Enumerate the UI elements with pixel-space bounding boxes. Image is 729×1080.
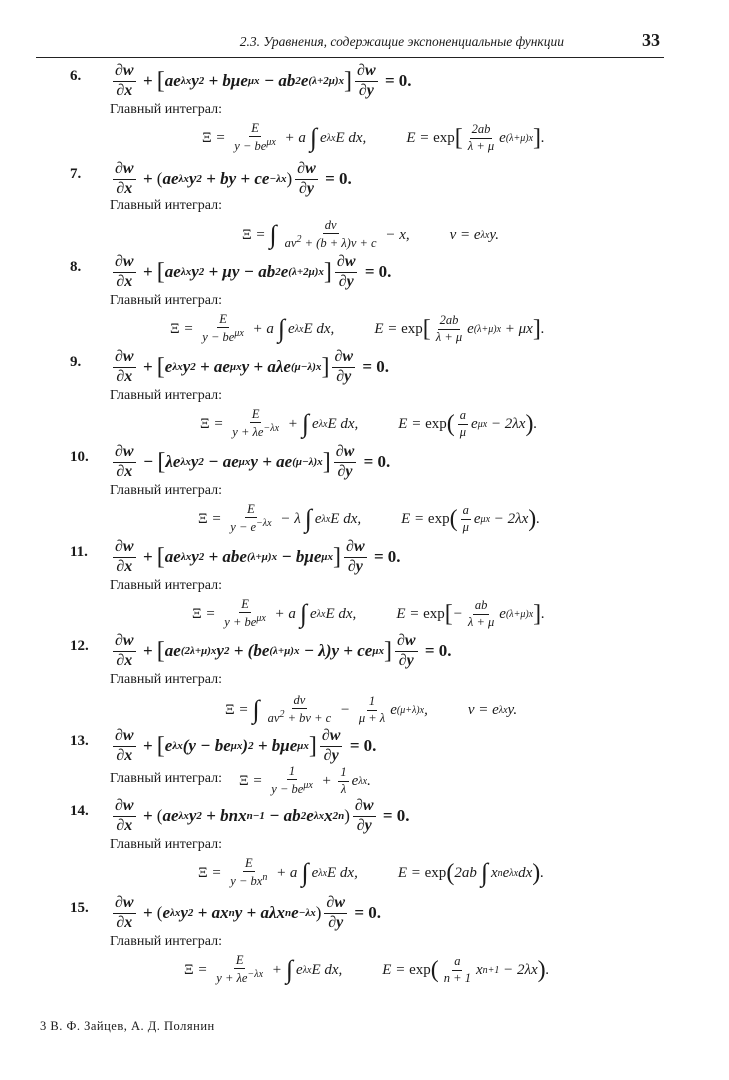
equation-number: 7. [70,166,82,182]
principal-integral-label: Главный интеграл: [110,578,223,593]
equation-formula: $\frac{\partial w}{\partial x}$ + [ ae λx y 2 + bμe μx − ab 2 e (λ+2μ)x ] $\frac{\partial w}{\partial y}$ = 0. [115,61,412,99]
principal-integral-formula: Ξ = $\frac{E}{y + \lambda e^{-\lambda x}}$ + ∫ e λx E dx, E = exp ( $\frac{a}{\mu}$ e μx − 2λx ) . [200,407,538,440]
principal-integral-label: Главный интеграл: [110,934,223,949]
equation-number: 6. [70,68,82,84]
equation-block [70,725,630,805]
equation-formula: $\frac{\partial w}{\partial x}$ + ( ae λx y 2 + by + ce −λx ) $\frac{\partial w}{\partial y}$ = 0. [115,159,352,197]
equation-block [70,60,630,160]
principal-integral-formula: Ξ = $\frac{E}{y + be^{\mu x}}$ + a ∫ e λx E dx, E = exp [ − $\frac{ab}{\lambda + \mu}$ e (λ+μ)x ] . [192,597,545,630]
equation-formula: $\frac{\partial w}{\partial x}$ + [ ae λx y 2 + μy − ab 2 e (λ+2μ)x ] $\frac{\partial w}{\partial y}$ = 0. [115,252,392,290]
equation-number: 9. [70,354,82,370]
principal-integral-formula: Ξ = $\frac{E}{y - be^{\mu x}}$ + a ∫ e λx E dx, E = exp [ $\frac{2ab}{\lambda + \mu}$ e (λ+μ)x ] . [202,121,545,154]
header-rule [36,57,664,58]
header-title: 2.3. Уравнения, содержащие экспоненциальные функции [239,34,564,49]
equation-formula: $\frac{\partial w}{\partial x}$ + [ e λx (y − be μx ) 2 + bμe μx ] $\frac{\partial w}{\partial y}$ = 0. [115,726,377,764]
equation-number: 14. [70,803,89,819]
footer-signature: 3 В. Ф. Зайцев, А. Д. Полянин [40,1019,215,1033]
principal-integral-label: Главный интеграл: [110,198,223,213]
principal-integral-label: Главный интеграл: [110,771,223,786]
principal-integral-formula: Ξ = $\frac{E}{y - bx^n}$ + a ∫ e λx E dx, E = exp ( 2ab ∫ x n e λx dx ) . [198,856,544,889]
equation-number: 12. [70,638,89,654]
principal-integral-formula: Ξ = ∫ $\frac{dv}{av^2 + bv + c}$ − $\frac{1}{\mu + \lambda}$ e (μ+λ)x , v = e λx y. [225,693,518,726]
principal-integral-label: Главный интеграл: [110,483,223,498]
page-number: 33 [642,30,660,50]
equation-number: 15. [70,900,89,916]
equation-block [70,158,630,258]
equation-formula: $\frac{\partial w}{\partial x}$ + [ ae λx y 2 + abe (λ+μ)x − bμe μx ] $\frac{\partial w}{\partial y}$ = 0. [115,537,401,575]
equation-formula: $\frac{\partial w}{\partial x}$ + ( ae λx y 2 + bnx n−1 − ab 2 e λx x 2n ) $\frac{\partial w}{\partial y}$ = 0. [115,796,410,834]
equation-block [70,630,630,730]
principal-integral-label: Главный интеграл: [110,837,223,852]
equation-formula: $\frac{\partial w}{\partial x}$ + [ e λx y 2 + ae μx y + aλe (μ−λ)x ] $\frac{\partial w}{\partial y}$ = 0. [115,347,389,385]
principal-integral-formula: Ξ = $\frac{1}{y - be^{\mu x}}$ + $\frac{1}{\lambda}$ e λx . [239,764,371,797]
equation-number: 11. [70,544,88,560]
equation-formula: $\frac{\partial w}{\partial x}$ + ( e λx y 2 + ax n y + aλx n e −λx ) $\frac{\partial w}{\partial y}$ = 0. [115,893,381,931]
running-header [36,30,664,54]
equation-block [70,892,630,992]
principal-integral-label: Главный интеграл: [110,102,223,117]
equation-block [70,536,630,636]
principal-integral-formula: Ξ = $\frac{E}{y - be^{\mu x}}$ + a ∫ e λx E dx, E = exp [ $\frac{2ab}{\lambda + \mu}$ e (λ+μ)x + μx ] . [170,312,545,345]
principal-integral-label: Главный интеграл: [110,388,223,403]
principal-integral-formula: Ξ = $\frac{E}{y + \lambda e^{-\lambda x}}$ + ∫ e λx E dx, E = exp ( $\frac{a}{n + 1}$ x n+1 − 2λx ) . [184,953,550,986]
equation-number: 8. [70,259,82,275]
equation-block [70,251,630,351]
equation-block [70,795,630,895]
principal-integral-label: Главный интеграл: [110,293,223,308]
equation-number: 13. [70,733,89,749]
principal-integral-formula: Ξ = ∫ $\frac{dv}{av^2 + (b + \lambda)v + c}$ − x, v = e λx y. [242,218,499,251]
equation-block [70,346,630,446]
equation-formula: $\frac{\partial w}{\partial x}$ + [ ae (2λ+μ)x y 2 + (be (λ+μ)x − λ)y + ce μx ] $\frac{\partial w}{\partial y}$ = 0. [115,631,452,669]
equation-block [70,441,630,541]
equation-number: 10. [70,449,89,465]
principal-integral-formula: Ξ = $\frac{E}{y - e^{-\lambda x}}$ − λ ∫ e λx E dx, E = exp ( $\frac{a}{\mu}$ e μx − 2λx ) . [198,502,541,535]
principal-integral-label: Главный интеграл: [110,672,223,687]
equation-formula: $\frac{\partial w}{\partial x}$ − [ λe λx y 2 − ae μx y + ae (μ−λ)x ] $\frac{\partial w}{\partial y}$ = 0. [115,442,391,480]
